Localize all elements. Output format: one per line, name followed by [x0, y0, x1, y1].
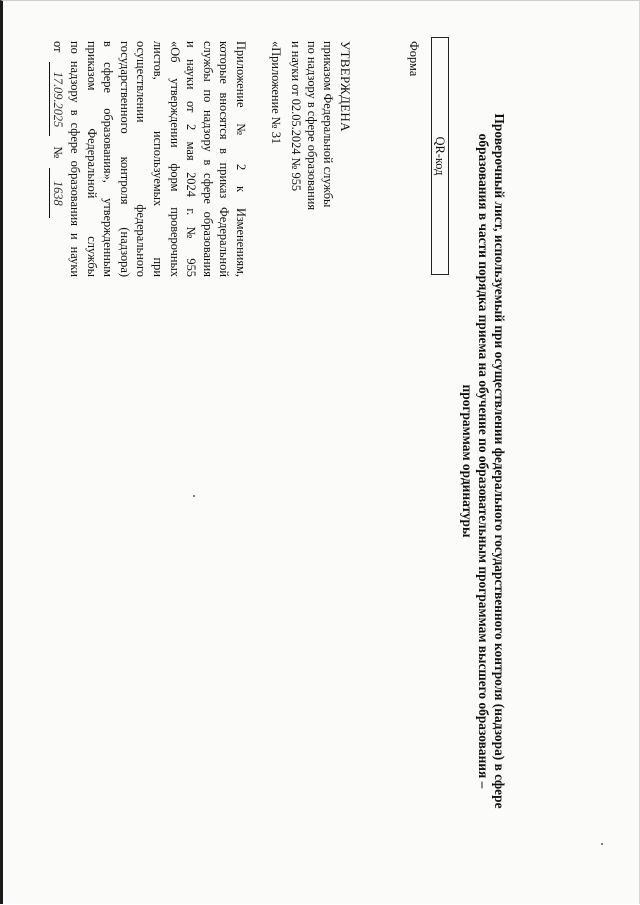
- appendix-header: [49, 41, 249, 277]
- approved-line: приказом Федеральной службы: [321, 41, 335, 208]
- appendix-line: приказом Федеральной службы: [84, 41, 99, 277]
- appendix-line: осуществлении федерального: [134, 41, 149, 277]
- scan-speck: [193, 495, 195, 497]
- title-line: образования в части порядка приема на обучение по образовательным программам высшего образования –: [476, 133, 491, 789]
- appendix-line: и науки от 2 мая 2024 г. № 955: [184, 41, 199, 277]
- approved-line: по надзору в сфере образования: [305, 41, 319, 211]
- appendix-line: в сфере образования», утвержденным: [101, 41, 116, 277]
- title-line: программам ординатуры: [460, 384, 475, 538]
- rotated-content: [3, 1, 640, 905]
- appendix-line: службы по надзору в сфере образования: [200, 41, 215, 277]
- appendix-31-label: «Приложение № 31: [269, 41, 283, 145]
- approval-block: [288, 41, 353, 210]
- appendix-line: государственного контроля (надзора): [117, 41, 132, 277]
- scan-speck: [601, 843, 603, 845]
- approved-line: и науки от 02.05.2024 № 955: [289, 41, 303, 192]
- order-number: 1638: [49, 168, 67, 218]
- form-label: Форма: [407, 41, 421, 77]
- appendix-line: которые вносятся в приказ Федеральной: [217, 41, 232, 277]
- from-label: от: [51, 41, 66, 53]
- appendix-line: Приложение № 2 к Изменениям,: [234, 41, 248, 277]
- qr-code-label: QR-код: [433, 136, 447, 176]
- appendix-date-line: [49, 41, 67, 277]
- title-line: Проверочный лист, используемый при осуществлении федерального государственного контроля (надзора) в сфере: [492, 113, 507, 809]
- qr-code-box: [431, 37, 449, 275]
- approved-heading: УТВЕРЖДЕНА: [338, 41, 353, 132]
- order-date: 17.09.2025: [49, 62, 67, 136]
- number-label: №: [51, 146, 66, 159]
- appendix-line: по надзору в сфере образования и науки: [68, 41, 83, 277]
- document-title: [459, 61, 507, 861]
- appendix-line: «Об утверждении форм проверочных: [167, 41, 182, 277]
- appendix-line: листов, используемых при: [151, 41, 166, 277]
